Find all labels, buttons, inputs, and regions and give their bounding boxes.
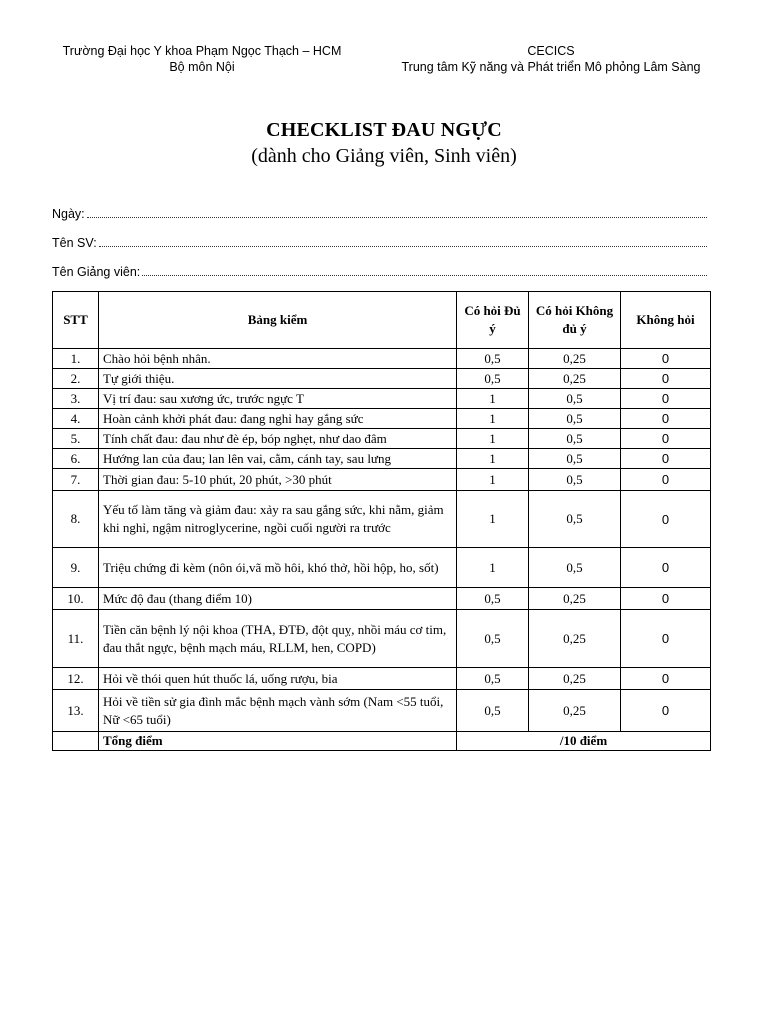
header-checklist: Bảng kiểm [99,292,457,349]
row-score-none: 0 [621,469,711,491]
row-score-none: 0 [621,690,711,732]
row-score-full: 1 [457,548,529,588]
table-row [53,429,711,449]
row-score-full: 0,5 [457,349,529,369]
table-row [53,349,711,369]
table-row [53,668,711,690]
row-item: Tự giới thiệu. [99,369,457,389]
institution-header [52,43,352,75]
row-score-partial: 0,5 [529,469,621,491]
row-score-none: 0 [621,409,711,429]
center-name: Trung tâm Kỹ năng và Phát triển Mô phỏng Lâm Sàng [401,60,701,74]
row-score-partial: 0,5 [529,389,621,409]
row-score-partial: 0,25 [529,588,621,610]
row-score-none: 0 [621,668,711,690]
row-score-full: 0,5 [457,369,529,389]
lecturer-blank-line [142,275,707,276]
table-row [53,449,711,469]
table-row [53,690,711,732]
table-row [53,491,711,548]
department-name: Bộ môn Nội [169,60,235,74]
table-row [53,389,711,409]
row-number: 5. [53,429,99,449]
row-score-full: 1 [457,491,529,548]
date-field [52,203,707,221]
header-asked-partial: Có hỏi Không đủ ý [529,292,621,349]
document-subtitle: (dành cho Giảng viên, Sinh viên) [251,145,517,167]
row-score-none: 0 [621,389,711,409]
row-item: Yếu tố làm tăng và giảm đau: xảy ra sau gắng sức, khi nằm, giảm khi nghỉ, ngậm nitroglycerine, ngồi cuối người ra trước [99,491,457,548]
row-number: 13. [53,690,99,732]
row-item: Thời gian đau: 5-10 phút, 20 phút, >30 phút [99,469,457,491]
row-score-full: 0,5 [457,668,529,690]
row-number: 11. [53,610,99,668]
row-score-partial: 0,5 [529,449,621,469]
header-stt: STT [53,292,99,349]
row-number: 6. [53,449,99,469]
date-blank-line [87,217,707,218]
table-row [53,610,711,668]
total-value: /10 điểm [457,732,711,751]
row-score-partial: 0,25 [529,610,621,668]
lecturer-field [52,261,707,279]
row-score-full: 1 [457,389,529,409]
row-number: 2. [53,369,99,389]
row-score-none: 0 [621,610,711,668]
row-score-none: 0 [621,349,711,369]
table-row [53,369,711,389]
row-item: Tiền căn bệnh lý nội khoa (THA, ĐTĐ, đột quỵ, nhồi máu cơ tim, đau thắt ngực, bệnh mạch máu, RLLM, hen, COPD) [99,610,457,668]
row-score-partial: 0,25 [529,349,621,369]
row-score-none: 0 [621,449,711,469]
row-item: Triệu chứng đi kèm (nôn ói,vã mồ hôi, khó thở, hồi hộp, ho, sốt) [99,548,457,588]
row-score-partial: 0,25 [529,690,621,732]
date-label: Ngày: [52,207,85,221]
center-header [395,43,707,75]
row-score-full: 1 [457,449,529,469]
row-item: Hướng lan của đau; lan lên vai, cằm, cánh tay, sau lưng [99,449,457,469]
row-item: Mức độ đau (thang điểm 10) [99,588,457,610]
table-row [53,588,711,610]
row-number: 9. [53,548,99,588]
table-row [53,469,711,491]
row-number: 7. [53,469,99,491]
row-number: 8. [53,491,99,548]
row-item: Chào hỏi bệnh nhân. [99,349,457,369]
row-score-full: 0,5 [457,588,529,610]
row-score-none: 0 [621,588,711,610]
row-score-full: 1 [457,409,529,429]
row-score-partial: 0,25 [529,369,621,389]
total-label: Tổng điểm [99,732,457,751]
row-score-partial: 0,5 [529,429,621,449]
checklist-table [52,291,711,751]
row-item: Hoàn cảnh khởi phát đau: đang nghỉ hay gắng sức [99,409,457,429]
row-number: 4. [53,409,99,429]
lecturer-label: Tên Giảng viên: [52,265,141,279]
row-score-partial: 0,5 [529,491,621,548]
total-empty-cell [53,732,99,751]
row-item: Hỏi về tiền sử gia đình mắc bệnh mạch vành sớm (Nam <55 tuổi, Nữ <65 tuổi) [99,690,457,732]
row-score-full: 1 [457,469,529,491]
total-row [53,732,711,751]
university-name: Trường Đại học Y khoa Phạm Ngọc Thạch – HCM [62,44,342,58]
table-header-row [53,292,711,349]
row-number: 3. [53,389,99,409]
row-number: 12. [53,668,99,690]
center-acronym: CECICS [527,44,575,58]
row-score-partial: 0,25 [529,668,621,690]
row-number: 1. [53,349,99,369]
table-row [53,548,711,588]
row-score-full: 0,5 [457,690,529,732]
header-not-asked: Không hỏi [621,292,711,349]
document-title: CHECKLIST ĐAU NGỰC [266,119,502,141]
student-label: Tên SV: [52,236,97,250]
row-score-partial: 0,5 [529,409,621,429]
student-field [52,232,707,250]
table-row [53,409,711,429]
row-score-full: 0,5 [457,610,529,668]
row-score-partial: 0,5 [529,548,621,588]
row-item: Hỏi về thói quen hút thuốc lá, uống rượu, bia [99,668,457,690]
student-blank-line [99,246,707,247]
row-score-none: 0 [621,429,711,449]
row-score-none: 0 [621,548,711,588]
row-item: Tính chất đau: đau như đè ép, bóp nghẹt, như dao đâm [99,429,457,449]
header-asked-full: Có hỏi Đủ ý [457,292,529,349]
row-score-none: 0 [621,491,711,548]
row-number: 10. [53,588,99,610]
row-item: Vị trí đau: sau xương ức, trước ngực T [99,389,457,409]
checklist-body [53,349,711,732]
row-score-full: 1 [457,429,529,449]
row-score-none: 0 [621,369,711,389]
